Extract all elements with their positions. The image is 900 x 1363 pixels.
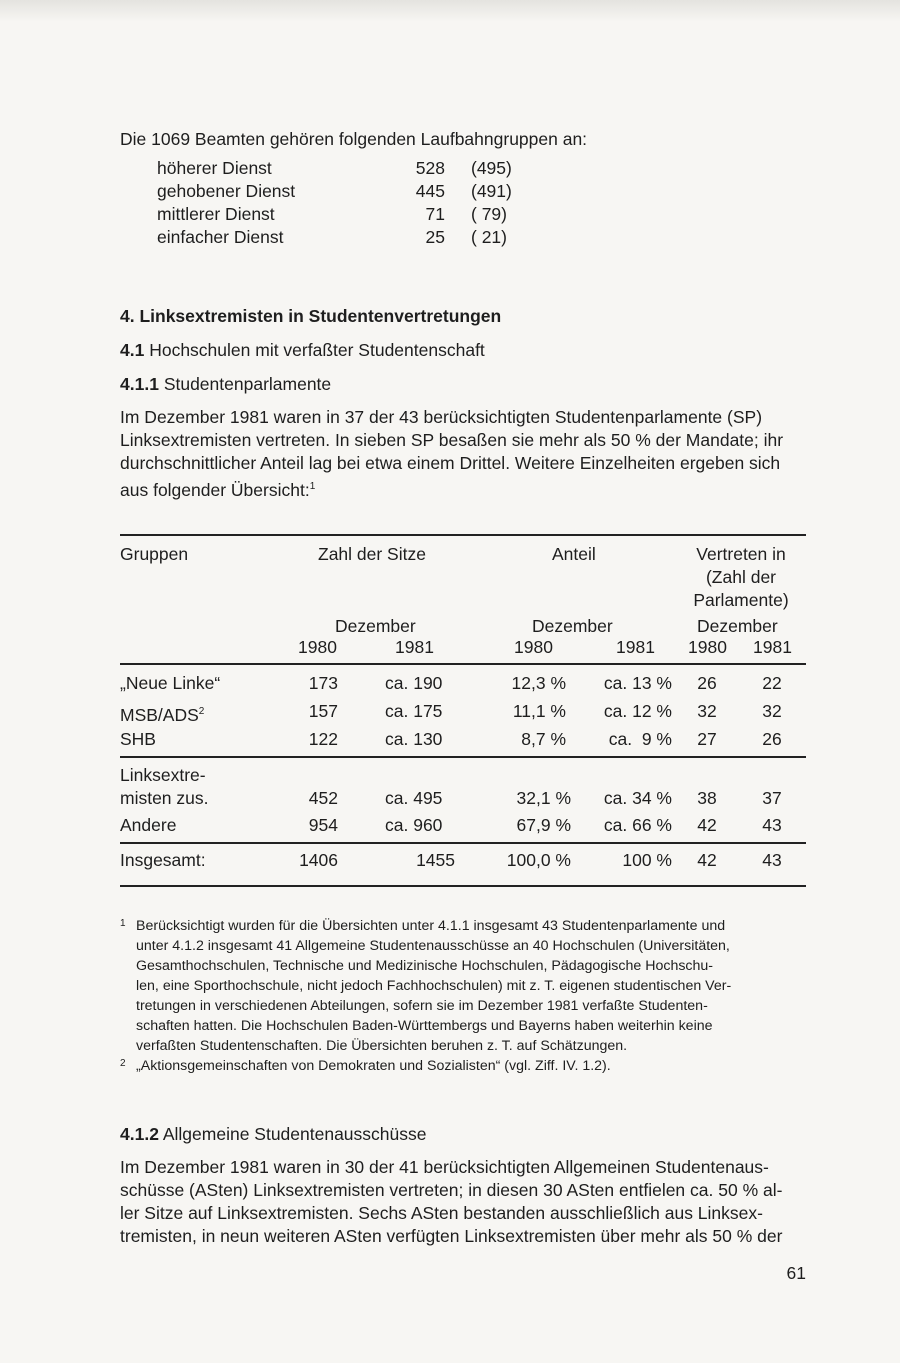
col-header-seats: Zahl der Sitze [318,544,426,564]
footnote-line: len, eine Sporthochschule, nicht jedoch Fachhochschulen) mit z. T. eigenen studentischen Ver- [136,978,732,994]
cell-share-1981: 100 % [622,850,672,870]
paragraph-line: durchschnittlicher Anteil lag bei etwa einem Drittel. Weitere Einzelheiten ergeben sich [120,453,781,473]
heading-number: 4.1 [120,340,145,360]
cell-share-1980: 32,1 % [516,788,571,808]
cell-seats-1980: 452 [308,788,338,808]
footnote-line: unter 4.1.2 insgesamt 41 Allgemeine Studentenausschüsse an 40 Hochschulen (Universitäten, [136,938,730,954]
footnote-ref: 2 [198,706,205,717]
col-header-represented: (Zahl der [705,567,777,587]
paragraph-line: schüsse (ASten) Linksextremisten vertreten; in diesen 30 ASten entfielen ca. 50 % al- [120,1180,783,1200]
career-group-prev: (491) [471,181,512,201]
paragraph-line: Im Dezember 1981 waren in 30 der 41 berücksichtigten Allgemeinen Studentenaus- [120,1157,769,1177]
cell-group: „Neue Linke“ [120,673,221,693]
col-header-represented: Vertreten in [696,544,786,564]
subheader-december: Dezember [532,616,613,636]
footnote-2 [120,1056,810,1076]
cell-repr-1980: 27 [697,729,717,749]
cell-share-1980: 100,0 % [506,850,571,870]
footnote-line: Berücksichtigt wurden für die Übersichten unter 4.1.1 insgesamt 43 Studentenparlamente und [136,918,726,934]
cell-group: Andere [120,815,177,835]
cell-seats-1981: 1455 [416,850,455,870]
subheader-year: 1981 [395,637,434,657]
heading-number: 4.1.1 [120,374,159,394]
heading-text: Allgemeine Studentenausschüsse [162,1124,427,1144]
subheader-year: 1980 [298,637,337,657]
table-rule-header [120,663,806,665]
subheader-year: 1981 [616,637,655,657]
col-header-represented: Parlamente) [693,590,789,610]
cell-seats-1981: ca. 495 [385,788,443,808]
cell-share-1981: ca. 66 % [603,815,672,835]
footnote-line: Gesamthochschulen, Technische und Medizinische Hochschulen, Pädagogische Hochschu- [136,958,714,974]
section-heading-4: 4. Linksextremisten in Studentenvertretungen [120,306,502,326]
cell-repr-1981: 22 [762,673,782,693]
cell-repr-1980: 42 [697,815,717,835]
cell-repr-1980: 32 [697,701,717,721]
footnote-marker: 2 [120,1058,126,1069]
intro-text: Die 1069 Beamten gehören folgenden Laufbahngruppen an: [120,129,588,149]
cell-group: Insgesamt: [120,850,206,870]
cell-seats-1980: 157 [308,701,338,721]
career-group-name: einfacher Dienst [157,227,284,247]
page-number: 61 [786,1263,806,1283]
paragraph-line: Im Dezember 1981 waren in 37 der 43 berücksichtigten Studentenparlamente (SP) [120,407,763,427]
career-group-count: 71 [425,204,445,224]
cell-group: misten zus. [120,788,209,808]
cell-share-1981: ca. 34 % [603,788,672,808]
footnote-line: verfaßten Studentenschaften. Die Übersichten beruhen z. T. auf Schätzungen. [136,1038,628,1054]
cell-share-1981: ca. 12 % [603,701,672,721]
footnote-line: schaften hatten. Die Hochschulen Baden-Württembergs und Bayerns haben weiterhin keine [136,1018,713,1034]
career-group-name: höherer Dienst [157,158,272,178]
paragraph-line: Linksextremisten vertreten. In sieben SP besaßen sie mehr als 50 % der Mandate; ihr [120,430,784,450]
table-rule-total [120,842,806,844]
cell-seats-1981: ca. 960 [385,815,443,835]
career-group-prev: ( 21) [471,227,507,247]
career-group-count: 445 [415,181,445,201]
cell-repr-1981: 37 [762,788,782,808]
footnote-line: tretungen in verschiedenen Abteilungen, sofern sie im Dezember 1981 verfaßte Studenten- [136,998,708,1014]
footnote-1 [120,916,810,1056]
subheader-year: 1981 [753,637,792,657]
col-header-share: Anteil [552,544,596,564]
section-heading-4-1-2 [120,1123,427,1146]
footnote-ref: 1 [309,481,316,492]
cell-share-1981: ca. 13 % [603,673,672,693]
cell-repr-1980: 42 [697,850,717,870]
cell-seats-1981: ca. 130 [385,729,443,749]
footnote-marker: 1 [120,918,126,929]
subheader-year: 1980 [688,637,727,657]
career-group-count: 528 [415,158,445,178]
cell-share-1981: ca. 9 % [608,729,672,749]
career-group-count: 25 [425,227,445,247]
section-heading-4-1 [120,339,485,362]
cell-share-1980: 11,1 % [512,701,566,721]
paragraph-line: ler Sitze auf Linksextremisten. Sechs ASten bestanden ausschließlich aus Linksex- [120,1203,763,1223]
subheader-december: Dezember [697,616,778,636]
cell-share-1980: 67,9 % [516,815,571,835]
table-rule-top [120,534,806,536]
career-group-prev: ( 79) [471,204,507,224]
cell-seats-1980: 1406 [299,850,338,870]
cell-seats-1981: ca. 175 [385,701,443,721]
paragraph-line-text: aus folgender Übersicht: [120,479,310,500]
subheader-year: 1980 [514,637,553,657]
cell-repr-1981: 43 [762,815,782,835]
subheader-december: Dezember [335,616,416,636]
heading-text: Hochschulen mit verfaßter Studentenschaft [149,340,485,360]
footnote-line: „Aktionsgemeinschaften von Demokraten und Sozialisten“ (vgl. Ziff. IV. 1.2). [136,1058,611,1074]
scan-edge [0,0,900,22]
career-group-name: gehobener Dienst [157,181,296,201]
cell-group-text: MSB/ADS [120,704,199,725]
career-group-prev: (495) [471,158,512,178]
cell-repr-1980: 26 [697,673,717,693]
paragraph-line [120,475,315,502]
section-heading-4-1-1 [120,373,331,396]
cell-share-1980: 8,7 % [521,729,566,749]
cell-repr-1980: 38 [697,788,717,808]
cell-repr-1981: 26 [762,729,782,749]
paragraph-line: tremisten, in neun weiteren ASten verfügten Linksextremisten über mehr als 50 % der [120,1226,783,1246]
cell-seats-1981: ca. 190 [385,673,443,693]
cell-seats-1980: 173 [308,673,338,693]
col-header-groups: Gruppen [120,544,189,564]
heading-number: 4.1.2 [120,1124,159,1144]
cell-group [120,700,204,727]
cell-repr-1981: 32 [762,701,782,721]
cell-seats-1980: 954 [308,815,338,835]
table-rule-mid [120,756,806,758]
cell-group: SHB [120,729,156,749]
cell-repr-1981: 43 [762,850,782,870]
heading-text: Studentenparlamente [163,374,332,394]
cell-share-1980: 12,3 % [511,673,566,693]
table-rule-bottom [120,885,806,887]
cell-group: Linksextre- [120,765,206,785]
career-group-name: mittlerer Dienst [157,204,275,224]
cell-seats-1980: 122 [308,729,338,749]
